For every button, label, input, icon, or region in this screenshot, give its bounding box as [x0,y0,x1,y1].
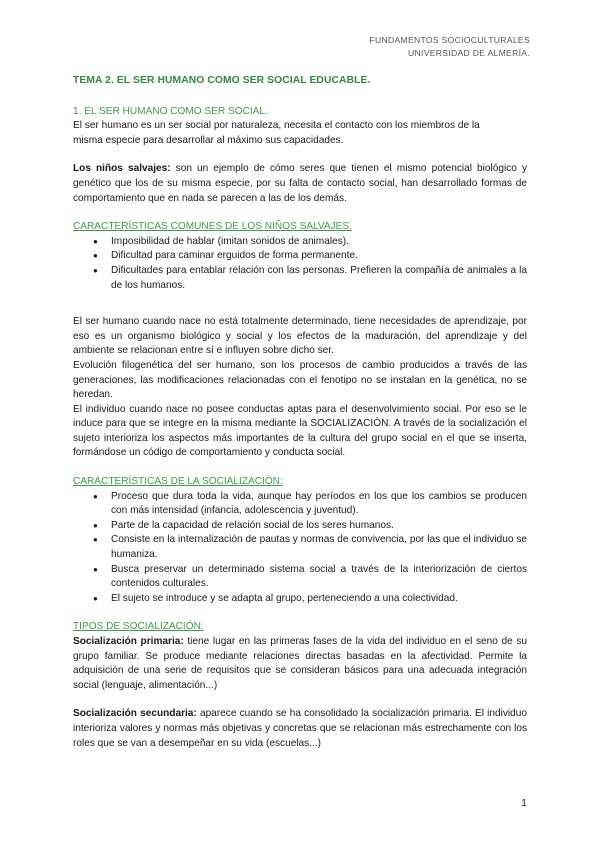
paragraph-socializacion-primaria [73,635,527,693]
paragraph-ser-social: El ser humano es un ser social por naturaleza, necesita el contacto con los miembros de la misma especie para desarrollar al máximo sus capacidades. [73,120,480,146]
list-item: ● Consiste en la internalización de pautas y normas de convivencia, por las que el individuo se humaniza. [93,533,527,562]
ninos-salvajes-label: Los niños salvajes: [73,163,171,175]
paragraph-socializacion: El individuo cuando nace no posee conductas aptas para el desenvolvimiento social. Por eso se le induce para que se integre en la misma mediante la SOCIALIZACIÓN. A través de la socialización el sujeto interioriza los aspectos más importantes de la cultura del grupo social en el que se inserta, formándose un código de comportamiento y conducta social. [73,403,527,459]
section-heading-caracteristicas-ninos: CARACTERÍSTICAS COMUNES DE LOS NIÑOS SALVAJES. [73,221,352,233]
socializacion-secundaria-label: Socialización secundaria: [73,708,197,720]
paragraph-socializacion-secundaria [73,707,527,751]
section-heading-ser-social: 1. EL SER HUMANO COMO SER SOCIAL. [73,105,268,117]
socializacion-primaria-text: tiene lugar en las primeras fases de la vida del individuo en el seno de su grupo familiar. Se produce mediante relaciones directas basadas en la afectividad. Permite la adquisición de una serie de requisitos que se consideran básicos para una adecuada integración social (lenguaje, alimentación...) [73,636,527,691]
page-number: 1 [521,797,527,809]
list-item: ● El sujeto se introduce y se adapta al grupo, perteneciendo a una colectividad. [93,592,527,607]
list-caracteristicas-ninos [73,235,527,293]
ninos-salvajes-text: son un ejemplo de cómo seres que tienen el mismo potencial biológico y genético que los de su misma especie, por su falta de contacto social, han desarrollado formas de comportamiento que en nada se parecen a las de los demás. [73,163,527,204]
paragraph-ninos-salvajes [73,162,527,206]
section-heading-tipos-socializacion: TIPOS DE SOCIALIZACIÓN: [73,621,204,633]
document-header [369,34,530,60]
list-item: ● Imposibilidad de hablar (imitan sonidos de animales). [93,235,527,250]
paragraph-filogenetica: Evolución filogenética del ser humano, son los procesos de cambio producidos a través de las generaciones, las modificaciones relacionadas con el fenotipo no se instalan en la genética, no se heredan. [73,359,527,401]
header-university: UNIVERSIDAD DE ALMERÍA. [408,48,530,58]
page-title: TEMA 2. EL SER HUMANO COMO SER SOCIAL EDUCABLE. [73,75,371,86]
section-heading-caracteristicas-socializacion: CARACTERÍSTICAS DE LA SOCIALIZACIÓN: [73,476,283,488]
list-item: ● Proceso que dura toda la vida, aunque hay períodos en los que los cambios se producen con más intensidad (infancia, adolescencia y juventud). [93,490,527,519]
socializacion-primaria-label: Socialización primaria: [73,636,184,647]
list-item: ● Busca preservar un determinado sistema social a través de la interiorización de ciertos contenidos culturales. [93,563,527,592]
list-item: ● Parte de la capacidad de relación social de los seres humanos. [93,519,527,534]
list-caracteristicas-socializacion [73,490,527,607]
socializacion-secundaria-text: aparece cuando se ha consolidado la socialización primaria. El individuo interioriza valores y normas más objetivas y concretas que se relacionan más estrechamente con los roles que se van a desempeñar en su vida (escuelas...) [73,708,527,749]
paragraph-determinado: El ser humano cuando nace no está totalmente determinado, tiene necesidades de aprendizaje, por eso es un organismo biológico y social y los efectos de la maduración, del aprendizaje y del ambiente se relacionan entre sí e influyen sobre dicho ser. [73,316,527,357]
list-item: ● Dificultad para caminar erguidos de forma permanente. [93,249,527,264]
header-course: FUNDAMENTOS SOCIOCULTURALES [369,35,530,45]
document-body [73,74,527,751]
list-item: ● Dificultades para entablar relación con las personas. Prefieren la compañía de animales a la de los humanos. [93,264,527,293]
